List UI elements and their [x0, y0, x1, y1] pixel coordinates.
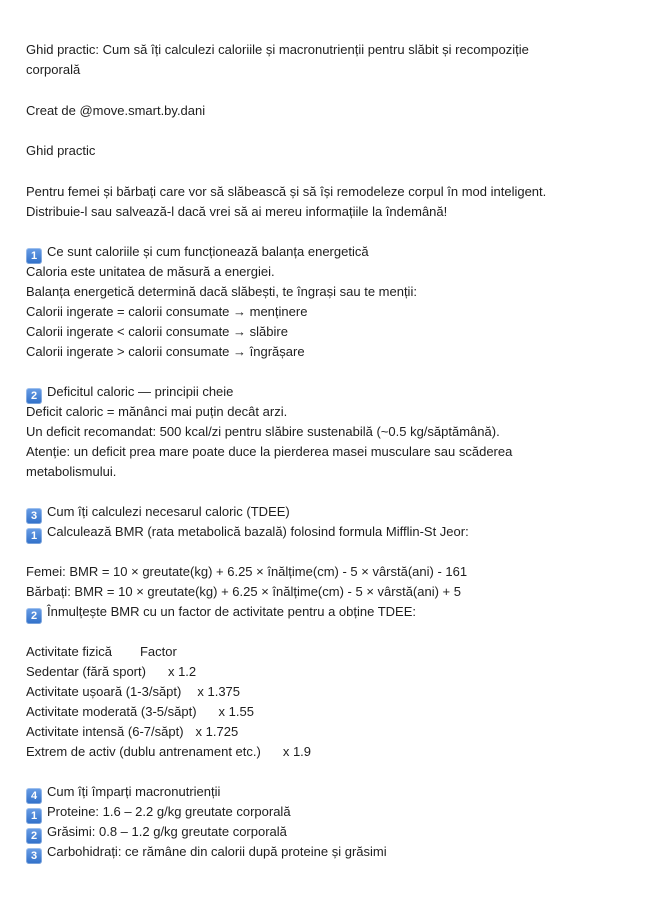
activity-row — [26, 702, 254, 722]
section1-line: Calorii ingerate > calorii consumate → îngrășare — [26, 344, 305, 359]
section3-heading — [26, 502, 290, 524]
section2-line: Atenție: un deficit prea mare poate duce la pierderea masei musculare sau scăderea — [26, 444, 513, 459]
section1-heading-text: Ce sunt caloriile și cum funcționează balanța energetică — [47, 244, 369, 259]
macro-item — [26, 822, 287, 844]
activity-factor: x 1.55 — [218, 704, 254, 719]
activity-name: Activitate intensă (6-7/săpt) — [26, 724, 184, 739]
section3-step1 — [26, 522, 469, 544]
keycap-1-icon: 1 — [26, 808, 42, 824]
macro-item — [26, 842, 387, 864]
section1-line: Calorii ingerate = calorii consumate → menținere — [26, 304, 308, 319]
activity-name: Extrem de activ (dublu antrenament etc.) — [26, 744, 261, 759]
activity-row — [26, 742, 311, 762]
activity-name: Sedentar (fără sport) — [26, 664, 146, 679]
keycap-1-icon: 1 — [26, 248, 42, 264]
section2-line: metabolismului. — [26, 464, 117, 479]
document-title: Ghid practic: Cum să îți calculezi caloriile și macronutrienții pentru slăbit și recompoziție corporală — [26, 42, 529, 77]
activity-table-header — [26, 642, 177, 662]
section3-heading-text: Cum îți calculezi necesarul caloric (TDEE) — [47, 504, 290, 519]
section2-line: Deficit caloric = mănânci mai puțin decât arzi. — [26, 404, 288, 419]
section3-step1-text: Calculează BMR (rata metabolică bazală) folosind formula Mifflin-St Jeor: — [47, 524, 469, 539]
activity-row — [26, 682, 240, 702]
macro-item-text: Grăsimi: 0.8 – 1.2 g/kg greutate corporală — [47, 824, 287, 839]
header-factor: Factor — [139, 644, 177, 659]
section1-heading — [26, 242, 369, 264]
activity-name: Activitate ușoară (1-3/săpt) — [26, 684, 182, 699]
activity-name: Activitate moderată (3-5/săpt) — [26, 704, 197, 719]
header-activity: Activitate fizică — [26, 644, 112, 659]
section1-line: Calorii ingerate < calorii consumate → slăbire — [26, 324, 288, 339]
formula-women: Femei: BMR = 10 × greutate(kg) + 6.25 × înălțime(cm) - 5 × vârstă(ani) - 161 — [26, 564, 468, 579]
section3-step2-text: Înmulțește BMR cu un factor de activitate pentru a obține TDEE: — [47, 604, 417, 619]
section3-step2 — [26, 602, 416, 624]
keycap-2-icon: 2 — [26, 608, 42, 624]
section1-line: Caloria este unitatea de măsură a energiei. — [26, 264, 275, 279]
keycap-3-icon: 3 — [26, 508, 42, 524]
keycap-2-icon: 2 — [26, 828, 42, 844]
intro-line-1: Pentru femei și bărbați care vor să slăbească și să își remodeleze corpul în mod inteligent. — [26, 184, 547, 199]
keycap-2-icon: 2 — [26, 388, 42, 404]
activity-factor: x 1.2 — [167, 664, 197, 679]
section1-line: Balanța energetică determină dacă slăbești, te îngrași sau te menții: — [26, 284, 417, 299]
formula-men: Bărbați: BMR = 10 × greutate(kg) + 6.25 × înălțime(cm) - 5 × vârstă(ani) + 5 — [26, 584, 461, 599]
activity-factor: x 1.725 — [195, 724, 239, 739]
activity-row — [26, 722, 238, 742]
keycap-4-icon: 4 — [26, 788, 42, 804]
keycap-1-icon: 1 — [26, 528, 42, 544]
activity-factor: x 1.9 — [282, 744, 312, 759]
intro-line-2: Distribuie-l sau salvează-l dacă vrei să ai mereu informațiile la îndemână! — [26, 204, 448, 219]
section2-heading-text: Deficitul caloric — principii cheie — [47, 384, 234, 399]
macro-item — [26, 802, 291, 824]
section4-heading-text: Cum îți împarți macronutrienții — [47, 784, 221, 799]
keycap-3-icon: 3 — [26, 848, 42, 864]
activity-factor: x 1.375 — [197, 684, 241, 699]
author-line: Creat de @move.smart.by.dani — [26, 103, 206, 118]
activity-row — [26, 662, 196, 682]
subtitle: Ghid practic — [26, 143, 96, 158]
section2-heading — [26, 382, 233, 404]
section2-line: Un deficit recomandat: 500 kcal/zi pentru slăbire sustenabilă (~0.5 kg/săptămână). — [26, 424, 500, 439]
macro-item-text: Proteine: 1.6 – 2.2 g/kg greutate corporală — [47, 804, 291, 819]
section4-heading — [26, 782, 220, 804]
macro-item-text: Carbohidrați: ce rămâne din calorii după proteine și grăsimi — [47, 844, 387, 859]
